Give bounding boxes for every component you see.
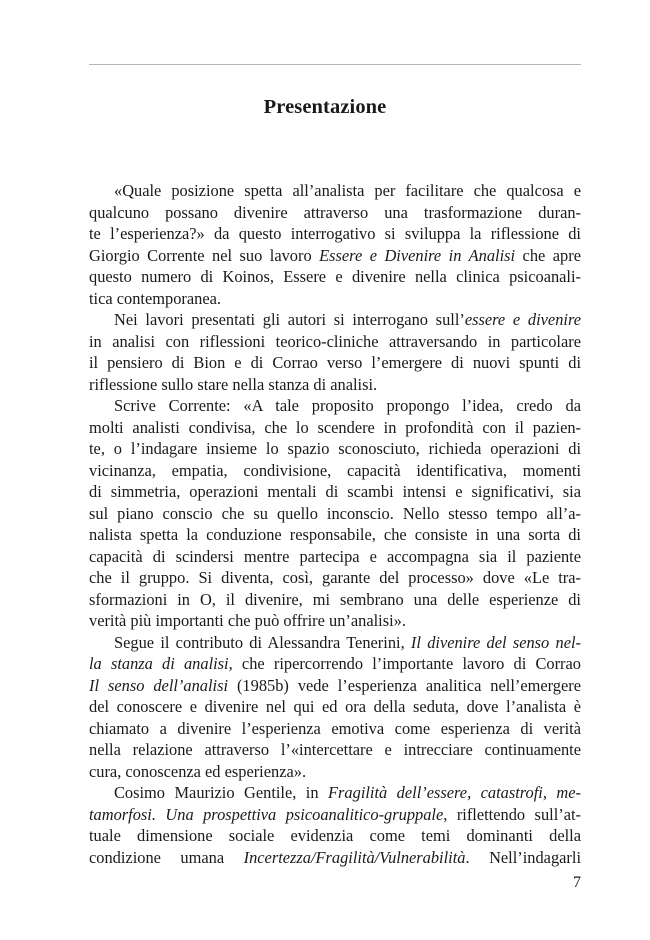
- text-run: Segue il contributo di Alessandra Tenerini,: [114, 632, 411, 652]
- text-run: verità più importanti che può offrire un’analisi».: [89, 611, 406, 630]
- text-run: di simmetria, operazioni mentali di scambi intensi e significativi, sia: [89, 482, 581, 501]
- text-line: [89, 739, 581, 761]
- text-line: [89, 417, 581, 439]
- italic-title-run: Fragilità dell’essere, catastrofi, me-: [328, 783, 581, 802]
- text-line: [89, 331, 581, 353]
- body-text: [89, 180, 581, 868]
- italic-title-run: Incertezza/Fragilità/Vulnerabilità: [243, 847, 466, 867]
- italic-title-run: Il divenire del senso nel-: [410, 632, 581, 652]
- text-run: Cosimo Maurizio Gentile, in: [114, 783, 329, 802]
- text-line: [89, 696, 581, 718]
- text-run: te, o l’indagare insieme lo spazio sconosciuto, richieda operazioni di: [89, 439, 581, 458]
- text-run: qualcuno possano divenire attraverso una trasformazione duran-: [89, 202, 581, 222]
- text-run: «Quale posizione spetta all’analista per facilitare che qualcosa e: [114, 181, 581, 200]
- paragraph: [89, 180, 581, 309]
- text-run: Nei lavori presentati gli autori si interrogano sull’: [114, 310, 465, 329]
- text-run: , riflettendo sull’at-: [443, 804, 581, 824]
- text-run: sul piano conscio che su quello inconscio. Nello stesso tempo all’a-: [89, 503, 581, 523]
- text-line: [89, 223, 581, 245]
- text-line: [89, 610, 581, 632]
- page-title: Presentazione: [263, 96, 387, 118]
- text-run: , che ripercorrendo l’importante lavoro di Corrao: [228, 654, 581, 673]
- text-line: [89, 675, 581, 697]
- text-run: Scrive Corrente: «A tale proposito propongo l’idea, credo da: [114, 396, 581, 415]
- text-line: [89, 438, 581, 460]
- italic-title-run: tamorfosi. Una prospettiva psicoanalitico-gruppale: [89, 804, 444, 824]
- text-line: [89, 825, 581, 847]
- text-line: [89, 589, 581, 611]
- text-line: [89, 761, 581, 783]
- text-run: cura, conoscenza ed esperienza».: [89, 761, 307, 781]
- text-line: [89, 245, 581, 267]
- text-run: molti analisti condivisa, che lo scendere in profondità con il pazien-: [89, 417, 581, 437]
- text-run: il pensiero di Bion e di Corrao verso l’emergere di nuovi spunti di: [89, 353, 581, 372]
- text-run: tuale dimensione sociale evidenzia come temi dominanti della: [89, 826, 581, 845]
- italic-title-run: essere e divenire: [464, 310, 581, 329]
- text-run: sformazioni in O, il divenire, mi sembrano una delle esperienze di: [89, 589, 581, 609]
- text-run: . Nell’indagarli: [465, 847, 581, 867]
- text-line: [89, 352, 581, 374]
- text-run: questo numero di Koinos, Essere e divenire nella clinica psicoanali-: [89, 267, 581, 286]
- text-run: del conoscere e divenire nel qui ed ora della seduta, dove l’analista è: [89, 697, 581, 716]
- text-run: condizione umana: [89, 847, 244, 867]
- text-line: [89, 847, 581, 869]
- header-rule: [89, 64, 581, 65]
- text-line: [89, 395, 581, 417]
- text-run: nalista spetta la conduzione responsabile, che consiste in una sorta di: [89, 525, 581, 544]
- italic-title-run: Essere e Divenire in Analisi: [319, 245, 516, 265]
- text-line: [89, 180, 581, 202]
- text-run: che apre: [515, 245, 581, 265]
- text-run: vicinanza, empatia, condivisione, capacità identificativa, momenti: [89, 460, 581, 480]
- page-number: 7: [573, 874, 581, 891]
- italic-title-run: la stanza di analisi: [89, 654, 229, 673]
- text-run: capacità di scindersi mentre partecipa e accompagna sia il paziente: [89, 546, 581, 566]
- text-line: [89, 202, 581, 224]
- text-line: [89, 503, 581, 525]
- text-run: chiamato a divenire l’esperienza emotiva come esperienza di verità: [89, 718, 581, 738]
- text-line: [89, 309, 581, 331]
- text-line: [89, 653, 581, 675]
- text-run: te l’esperienza?» da questo interrogativo si sviluppa la riflessione di: [89, 224, 581, 243]
- text-line: [89, 718, 581, 740]
- text-line: [89, 632, 581, 654]
- paragraph: [89, 782, 581, 868]
- text-line: [89, 374, 581, 396]
- text-line: [89, 567, 581, 589]
- text-line: [89, 546, 581, 568]
- paragraph: [89, 395, 581, 632]
- text-run: (1985b) vede l’esperienza analitica nell’emergere: [228, 675, 582, 695]
- text-line: [89, 266, 581, 288]
- text-line: [89, 481, 581, 503]
- text-run: riflessione sullo stare nella stanza di analisi.: [89, 374, 378, 394]
- text-line: [89, 460, 581, 482]
- text-line: [89, 782, 581, 804]
- text-line: [89, 288, 581, 310]
- text-line: [89, 524, 581, 546]
- text-run: che il gruppo. Si diventa, così, garante del processo» dove «Le tra-: [89, 568, 581, 587]
- paragraph: [89, 309, 581, 395]
- text-line: [89, 804, 581, 826]
- paragraph: [89, 632, 581, 783]
- text-run: nella relazione attraverso l’«intercettare e intrecciare continuamente: [89, 740, 581, 759]
- text-run: Giorgio Corrente nel suo lavoro: [89, 245, 320, 265]
- text-run: in analisi con riflessioni teorico-cliniche attraversando in particolare: [89, 331, 581, 351]
- italic-title-run: Il senso dell’analisi: [89, 675, 229, 695]
- text-run: tica contemporanea.: [89, 288, 221, 308]
